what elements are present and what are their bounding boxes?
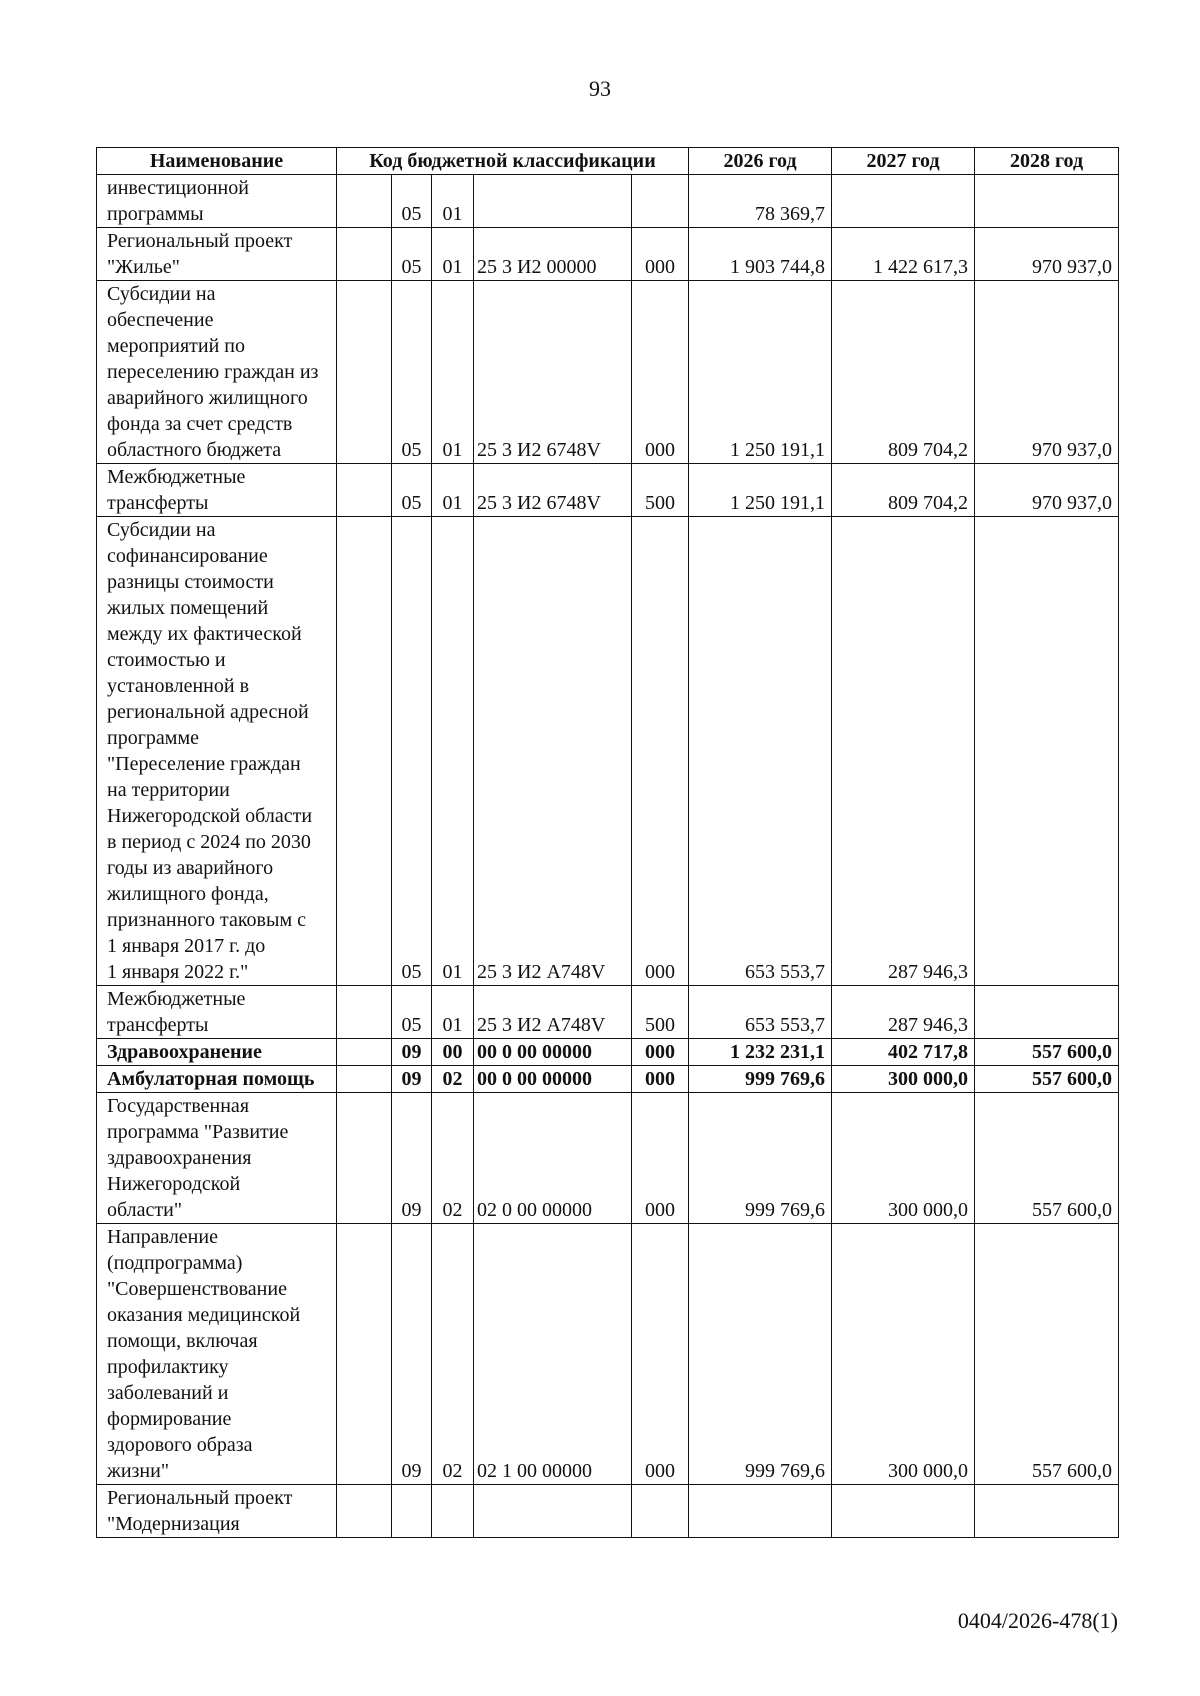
- cell-v2028: 557 600,0: [975, 1066, 1119, 1093]
- cell-c2: 00: [432, 1039, 474, 1066]
- cell-c1: 05: [392, 464, 432, 517]
- cell-c2: 02: [432, 1066, 474, 1093]
- cell-c3: [474, 175, 632, 228]
- cell-c1: 09: [392, 1039, 432, 1066]
- cell-name: Направление (подпрограмма) "Совершенствование оказания медицинской помощи, включая профилактику заболеваний и формирование здорового образа жизни": [97, 1224, 337, 1485]
- cell-c2: 01: [432, 228, 474, 281]
- cell-c3: 02 1 00 00000: [474, 1224, 632, 1485]
- cell-spacer: [337, 517, 392, 986]
- cell-c1: 09: [392, 1093, 432, 1224]
- header-code: Код бюджетной классификации: [337, 148, 689, 175]
- cell-name: Региональный проект "Модернизация: [97, 1485, 337, 1538]
- cell-v2026: 999 769,6: [689, 1066, 832, 1093]
- cell-name: Здравоохранение: [97, 1039, 337, 1066]
- table-row: [97, 986, 1119, 1039]
- cell-spacer: [337, 1066, 392, 1093]
- cell-c4: 500: [632, 986, 689, 1039]
- cell-v2027: 1 422 617,3: [832, 228, 975, 281]
- cell-c4: 000: [632, 1039, 689, 1066]
- cell-v2027: [832, 175, 975, 228]
- cell-c2: 01: [432, 175, 474, 228]
- cell-v2027: 402 717,8: [832, 1039, 975, 1066]
- table-row: [97, 464, 1119, 517]
- cell-v2028: 970 937,0: [975, 464, 1119, 517]
- cell-v2028: 557 600,0: [975, 1093, 1119, 1224]
- cell-v2027: [832, 1485, 975, 1538]
- cell-c3: 25 3 И2 6748V: [474, 464, 632, 517]
- cell-c4: 000: [632, 1093, 689, 1224]
- table-row: [97, 1039, 1119, 1066]
- cell-name: Субсидии на обеспечение мероприятий по переселению граждан из аварийного жилищного фонда за счет средств областного бюджета: [97, 281, 337, 464]
- cell-v2028: [975, 517, 1119, 986]
- cell-name: Государственная программа "Развитие здравоохранения Нижегородской области": [97, 1093, 337, 1224]
- cell-c2: [432, 1485, 474, 1538]
- cell-c3: 25 3 И2 6748V: [474, 281, 632, 464]
- cell-v2027: 287 946,3: [832, 517, 975, 986]
- cell-v2028: 970 937,0: [975, 281, 1119, 464]
- header-row: [97, 148, 1119, 175]
- header-2028: 2028 год: [975, 148, 1119, 175]
- cell-v2026: 999 769,6: [689, 1093, 832, 1224]
- table-row: [97, 175, 1119, 228]
- table-row: [97, 1224, 1119, 1485]
- page-number: 93: [589, 76, 611, 101]
- cell-v2026: 653 553,7: [689, 517, 832, 986]
- cell-v2027: 300 000,0: [832, 1066, 975, 1093]
- cell-c1: 09: [392, 1224, 432, 1485]
- cell-v2026: 78 369,7: [689, 175, 832, 228]
- cell-c4: 000: [632, 517, 689, 986]
- cell-c4: [632, 1485, 689, 1538]
- header-2027: 2027 год: [832, 148, 975, 175]
- cell-spacer: [337, 281, 392, 464]
- cell-spacer: [337, 1039, 392, 1066]
- cell-c1: 05: [392, 517, 432, 986]
- cell-spacer: [337, 1224, 392, 1485]
- cell-v2028: [975, 175, 1119, 228]
- cell-c2: 01: [432, 986, 474, 1039]
- cell-c1: 05: [392, 228, 432, 281]
- cell-v2026: 1 232 231,1: [689, 1039, 832, 1066]
- cell-c3: [474, 1485, 632, 1538]
- cell-v2028: 970 937,0: [975, 228, 1119, 281]
- cell-c1: 05: [392, 281, 432, 464]
- cell-c1: [392, 1485, 432, 1538]
- cell-spacer: [337, 464, 392, 517]
- cell-spacer: [337, 175, 392, 228]
- cell-v2026: 653 553,7: [689, 986, 832, 1039]
- cell-c2: 01: [432, 281, 474, 464]
- cell-name: инвестиционной программы: [97, 175, 337, 228]
- table-row: [97, 1066, 1119, 1093]
- cell-v2028: [975, 986, 1119, 1039]
- cell-c3: 02 0 00 00000: [474, 1093, 632, 1224]
- budget-table: [96, 147, 1119, 1538]
- cell-v2026: 999 769,6: [689, 1224, 832, 1485]
- cell-c4: 000: [632, 1224, 689, 1485]
- cell-name: Субсидии на софинансирование разницы стоимости жилых помещений между их фактической стоимостью и установленной в региональной адресной программе "Переселение граждан на территории Нижегородской области в период с 2024 по 2030 годы из аварийного жилищного фонда, признанного таковым с 1 января 2017 г. до 1 января 2022 г.": [97, 517, 337, 986]
- cell-v2026: 1 903 744,8: [689, 228, 832, 281]
- cell-spacer: [337, 1093, 392, 1224]
- cell-c4: [632, 175, 689, 228]
- cell-name: Межбюджетные трансферты: [97, 986, 337, 1039]
- cell-spacer: [337, 1485, 392, 1538]
- cell-v2028: 557 600,0: [975, 1224, 1119, 1485]
- document-id: 0404/2026-478(1): [957, 1608, 1118, 1633]
- cell-c4: 500: [632, 464, 689, 517]
- cell-v2028: 557 600,0: [975, 1039, 1119, 1066]
- cell-c2: 02: [432, 1093, 474, 1224]
- cell-v2026: 1 250 191,1: [689, 281, 832, 464]
- cell-c4: 000: [632, 228, 689, 281]
- cell-c1: 05: [392, 986, 432, 1039]
- cell-spacer: [337, 986, 392, 1039]
- cell-c3: 00 0 00 00000: [474, 1039, 632, 1066]
- table-body: [97, 175, 1119, 1538]
- table-row: [97, 1485, 1119, 1538]
- cell-v2026: 1 250 191,1: [689, 464, 832, 517]
- cell-c2: 01: [432, 464, 474, 517]
- cell-c4: 000: [632, 281, 689, 464]
- cell-c3: 25 3 И2 А748V: [474, 517, 632, 986]
- cell-c3: 25 3 И2 А748V: [474, 986, 632, 1039]
- header-2026: 2026 год: [689, 148, 832, 175]
- cell-v2027: 809 704,2: [832, 281, 975, 464]
- cell-c3: 25 3 И2 00000: [474, 228, 632, 281]
- table-row: [97, 1093, 1119, 1224]
- cell-v2026: [689, 1485, 832, 1538]
- cell-v2027: 809 704,2: [832, 464, 975, 517]
- cell-c4: 000: [632, 1066, 689, 1093]
- table-row: [97, 517, 1119, 986]
- cell-v2027: 300 000,0: [832, 1093, 975, 1224]
- cell-name: Амбулаторная помощь: [97, 1066, 337, 1093]
- cell-spacer: [337, 228, 392, 281]
- header-name: Наименование: [97, 148, 337, 175]
- cell-name: Межбюджетные трансферты: [97, 464, 337, 517]
- cell-c1: 05: [392, 175, 432, 228]
- cell-c3: 00 0 00 00000: [474, 1066, 632, 1093]
- table-row: [97, 281, 1119, 464]
- cell-c2: 02: [432, 1224, 474, 1485]
- table-row: [97, 228, 1119, 281]
- cell-v2027: 287 946,3: [832, 986, 975, 1039]
- cell-c1: 09: [392, 1066, 432, 1093]
- cell-name: Региональный проект "Жилье": [97, 228, 337, 281]
- cell-v2027: 300 000,0: [832, 1224, 975, 1485]
- cell-v2028: [975, 1485, 1119, 1538]
- cell-c2: 01: [432, 517, 474, 986]
